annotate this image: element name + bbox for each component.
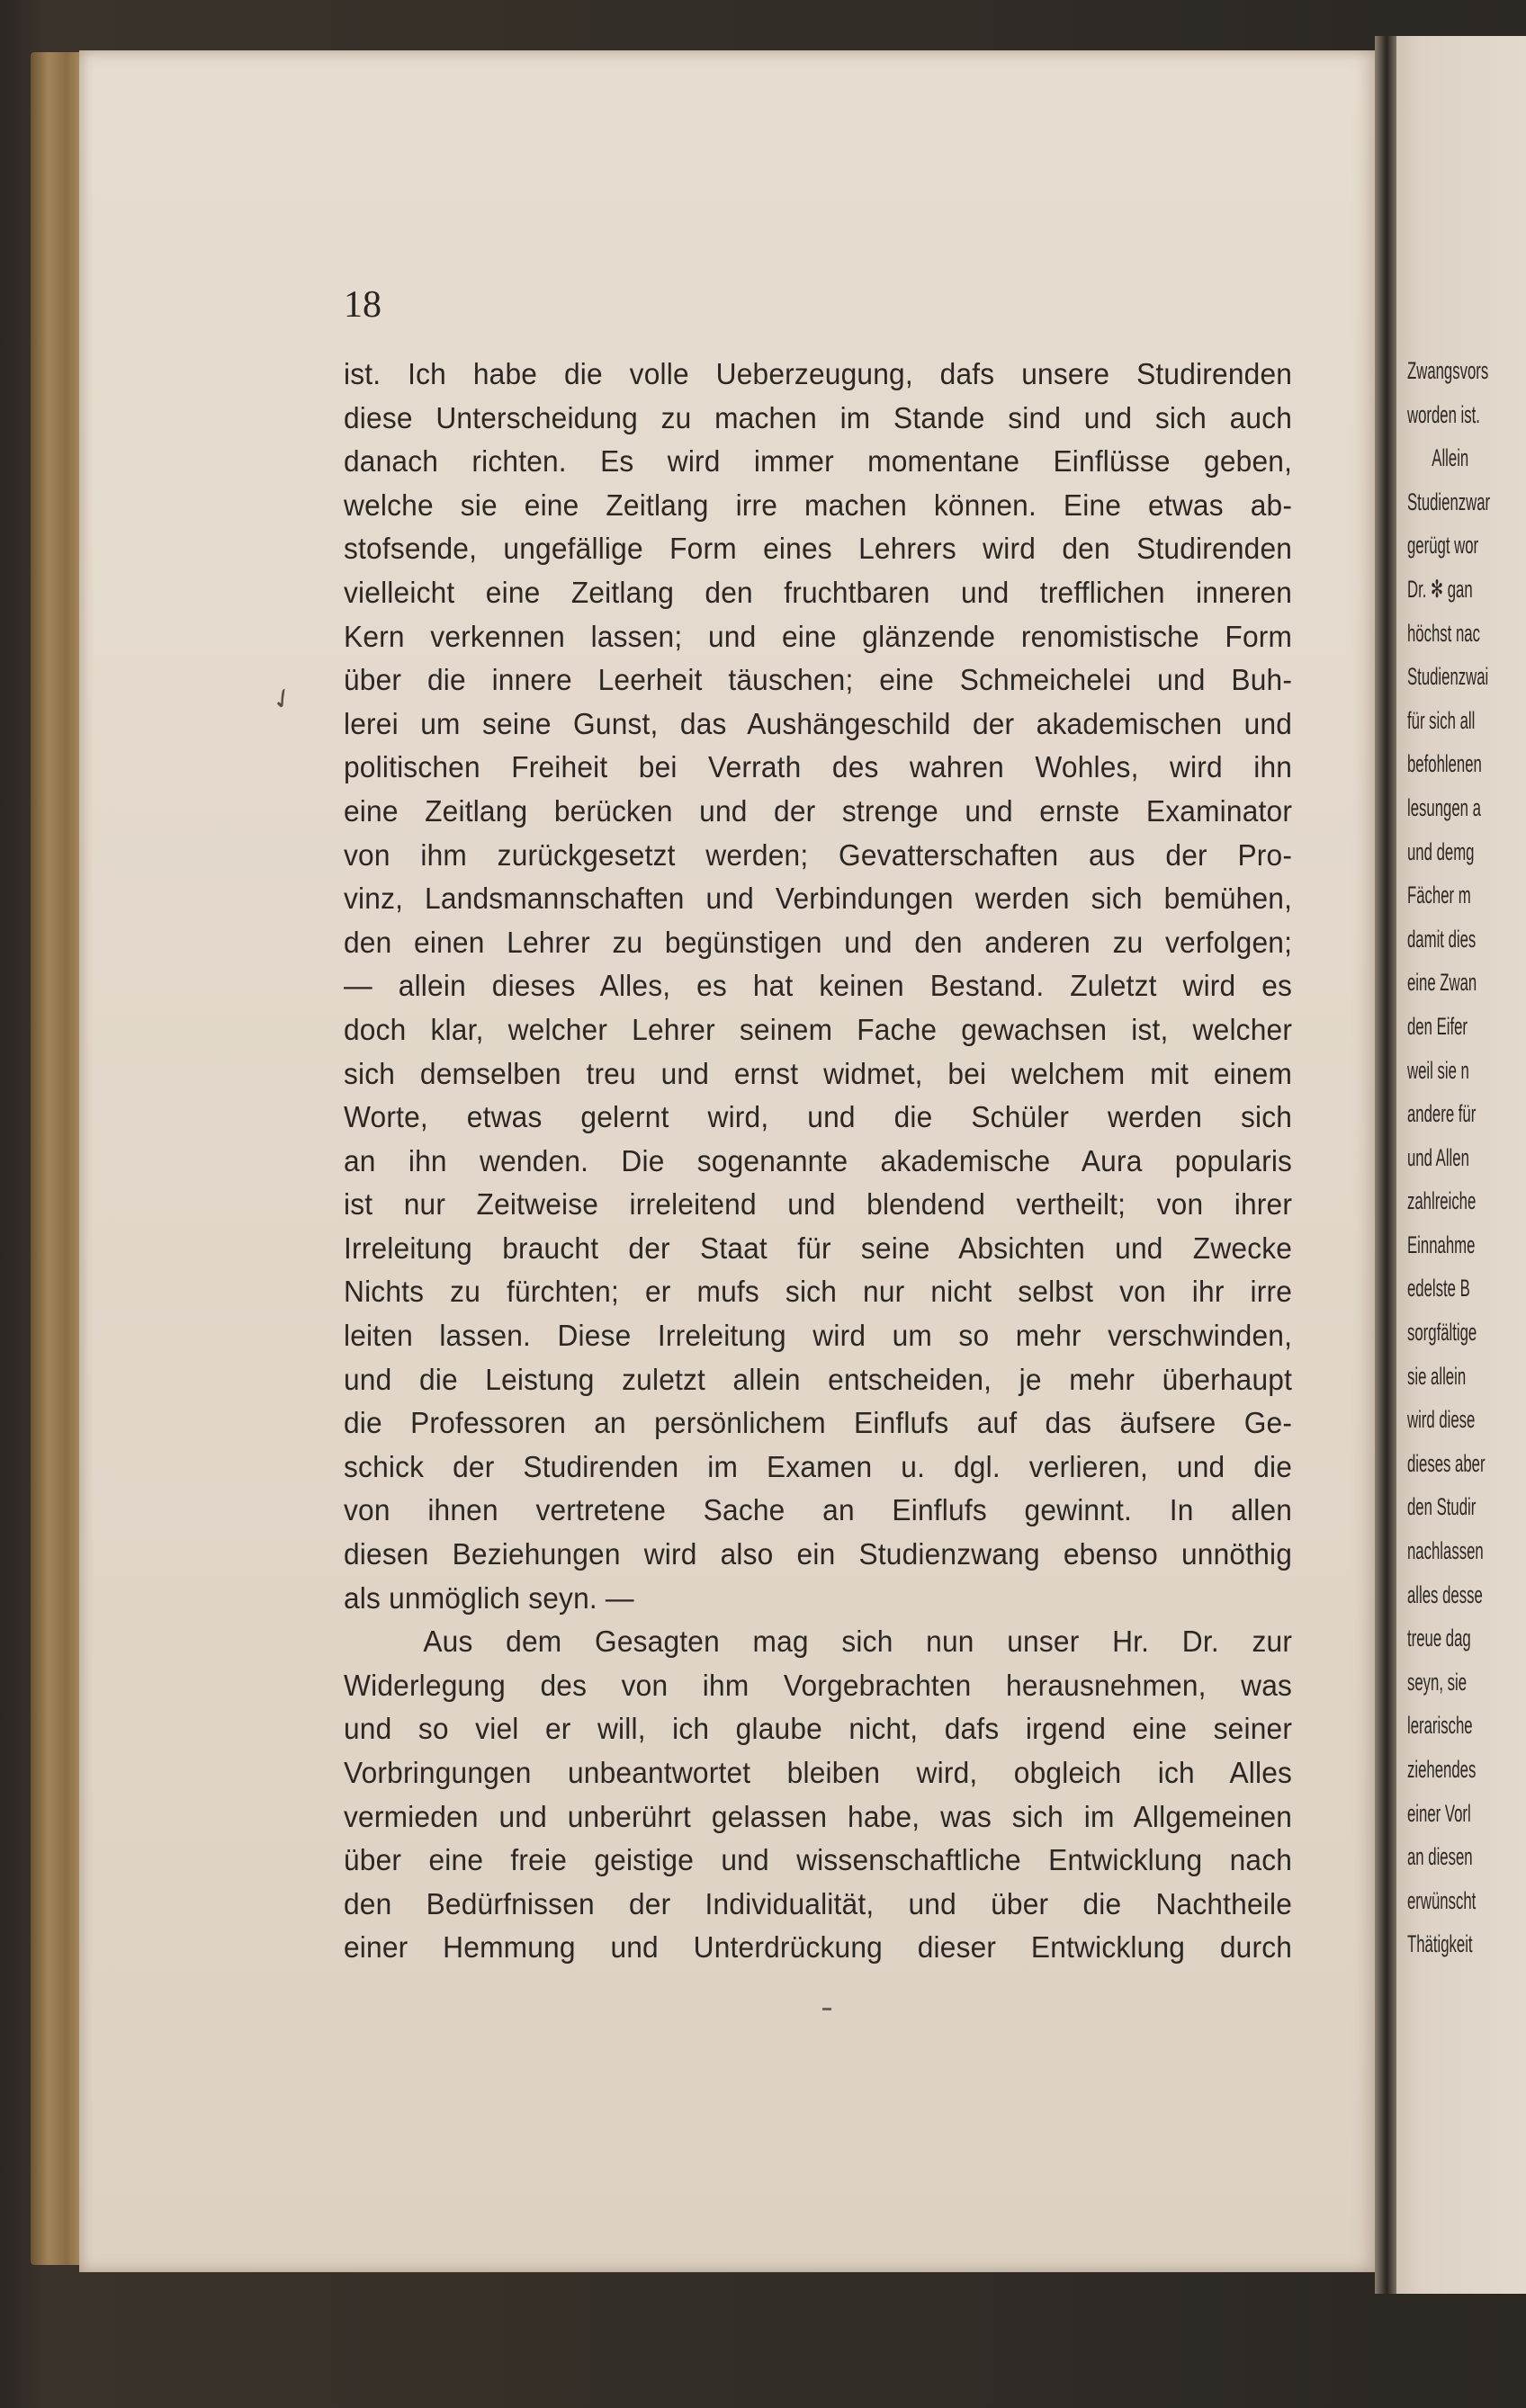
facing-text-line: Einnahme	[1407, 1231, 1476, 1258]
facing-text-line: ziehendes	[1407, 1756, 1477, 1783]
text-line: über eine freie geistige und wissenschaftliche Entwicklung nach	[344, 1843, 1293, 1877]
text-line: vermieden und unberührt gelassen habe, was sich im Allgemeinen	[344, 1799, 1293, 1833]
facing-text-line: zahlreiche	[1407, 1187, 1477, 1215]
text-line: doch klar, welcher Lehrer seinem Fache gewachsen ist, welcher	[344, 1012, 1293, 1046]
facing-text-line: lerarische	[1407, 1712, 1473, 1740]
facing-text-line: weil sie n	[1407, 1056, 1469, 1084]
text-line: schick der Studirenden im Examen u. dgl. verlieren, und die	[344, 1449, 1293, 1483]
text-line: Widerlegung des von ihm Vorgebrachten herausnehmen, was	[344, 1668, 1293, 1702]
text-line: stofsende, ungefällige Form eines Lehrers wird den Studirenden	[344, 532, 1293, 566]
facing-text-line: worden ist.	[1407, 400, 1480, 428]
ink-speck	[822, 2008, 831, 2010]
text-line: von ihnen vertretene Sache an Einflufs gewinnt. In allen	[344, 1493, 1293, 1527]
facing-text-line: und Allen	[1407, 1143, 1469, 1171]
text-line: Vorbringungen unbeantwortet bleiben wird, obgleich ich Alles	[344, 1756, 1293, 1789]
text-line: — allein dieses Alles, es hat keinen Bestand. Zuletzt wird es	[344, 969, 1293, 1003]
facing-text-line: den Studir	[1407, 1493, 1477, 1521]
text-line: einer Hemmung und Unterdrückung dieser Entwicklung durch	[344, 1930, 1293, 1965]
facing-text-line: sorgfältige	[1407, 1319, 1477, 1347]
text-line: sich demselben treu und ernst widmet, bei welchem mit einem	[344, 1056, 1293, 1090]
facing-text-line: lesungen a	[1407, 793, 1481, 821]
book-gutter	[1375, 36, 1396, 2294]
text-line: diesen Beziehungen wird also ein Studienzwang ebenso unnöthig	[344, 1537, 1293, 1571]
text-line: als unmöglich seyn. —	[344, 1580, 634, 1615]
facing-text-line: höchst nac	[1407, 619, 1480, 647]
facing-text-line: alles desse	[1407, 1580, 1483, 1608]
facing-text-line: Studienzwar	[1407, 488, 1491, 515]
text-line: Nichts zu fürchten; er mufs sich nur nicht selbst von ihr irre	[344, 1275, 1293, 1309]
facing-page-text	[1407, 349, 1526, 1966]
text-line: den einen Lehrer zu begünstigen und den anderen zu verfolgen;	[344, 925, 1293, 959]
facing-text-line: seyn, sie	[1407, 1668, 1468, 1696]
facing-text-line: andere für	[1407, 1100, 1477, 1128]
facing-text-line: befohlenen	[1407, 750, 1482, 778]
facing-text-line: den Eifer	[1407, 1012, 1468, 1040]
text-line: ist nur Zeitweise irreleitend und blendend vertheilt; von ihrer	[344, 1187, 1293, 1222]
text-line: lerei um seine Gunst, das Aushängeschild der akademischen und	[344, 706, 1293, 740]
text-line: über die innere Leerheit täuschen; eine Schmeichelei und Buh-	[344, 663, 1293, 697]
text-line: vinz, Landsmannschaften und Verbindungen werden sich bemühen,	[344, 882, 1293, 916]
text-line: welche sie eine Zeitlang irre machen können. Eine etwas ab-	[344, 488, 1293, 522]
facing-text-line: Fächer m	[1407, 882, 1471, 909]
facing-text-line: edelste B	[1407, 1275, 1470, 1302]
facing-text-line: sie allein	[1407, 1362, 1467, 1390]
facing-text-line: damit dies	[1407, 925, 1477, 953]
text-line: ist. Ich habe die volle Ueberzeugung, dafs unsere Studirenden	[344, 357, 1293, 390]
text-line: Kern verkennen lassen; und eine glänzende renomistische Form	[344, 619, 1293, 653]
facing-text-line: Allein	[1432, 444, 1469, 472]
text-line: diese Unterscheidung zu machen im Stande sind und sich auch	[344, 400, 1293, 434]
facing-text-line: an diesen	[1407, 1843, 1473, 1871]
text-line: politischen Freiheit bei Verrath des wahren Wohles, wird ihn	[344, 750, 1293, 784]
text-line: vielleicht eine Zeitlang den fruchtbaren und trefflichen inneren	[344, 575, 1293, 609]
page-number: 18	[344, 284, 382, 326]
facing-text-line: Studienzwai	[1407, 663, 1489, 691]
text-line: die Professoren an persönlichem Einflufs auf das äufsere Ge-	[344, 1406, 1293, 1440]
facing-text-line: Dr. ✻ gan	[1407, 575, 1473, 603]
facing-text-line: eine Zwan	[1407, 969, 1477, 997]
text-line: und so viel er will, ich glaube nicht, dafs irgend eine seiner	[344, 1712, 1293, 1746]
facing-text-line: treue dag	[1407, 1625, 1471, 1652]
facing-text-line: Thätigkeit	[1407, 1930, 1473, 1958]
facing-text-line: dieses aber	[1407, 1449, 1486, 1477]
text-line: und die Leistung zuletzt allein entscheiden, je mehr überhaupt	[344, 1362, 1293, 1396]
facing-text-line: gerügt wor	[1407, 532, 1479, 559]
facing-text-line: wird diese	[1407, 1406, 1476, 1434]
facing-text-line: für sich all	[1407, 706, 1476, 734]
text-line: Aus dem Gesagten mag sich nun unser Hr. Dr. zur	[423, 1625, 1293, 1659]
facing-text-line: erwünscht	[1407, 1886, 1477, 1914]
text-line: an ihn wenden. Die sogenannte akademische Aura popularis	[344, 1143, 1293, 1177]
text-line: danach richten. Es wird immer momentane Einflüsse geben,	[344, 444, 1293, 479]
facing-text-line: Zwangsvors	[1407, 357, 1489, 384]
facing-text-line: und demg	[1407, 837, 1475, 865]
facing-text-line: nachlassen	[1407, 1537, 1484, 1565]
text-line: den Bedürfnissen der Individualität, und über die Nachtheile	[344, 1886, 1293, 1920]
margin-annotation: ✓	[265, 680, 301, 719]
facing-page	[1396, 36, 1526, 2294]
text-line: leiten lassen. Diese Irreleitung wird um so mehr verschwinden,	[344, 1319, 1293, 1353]
text-line: Irreleitung braucht der Staat für seine Absichten und Zwecke	[344, 1231, 1293, 1265]
body-text	[344, 353, 1332, 1970]
text-line: von ihm zurückgesetzt werden; Gevatterschaften aus der Pro-	[344, 837, 1293, 872]
text-line: Worte, etwas gelernt wird, und die Schüler werden sich	[344, 1100, 1293, 1134]
text-line: eine Zeitlang berücken und der strenge und ernste Examinator	[344, 793, 1293, 828]
facing-text-line: einer Vorl	[1407, 1799, 1471, 1827]
